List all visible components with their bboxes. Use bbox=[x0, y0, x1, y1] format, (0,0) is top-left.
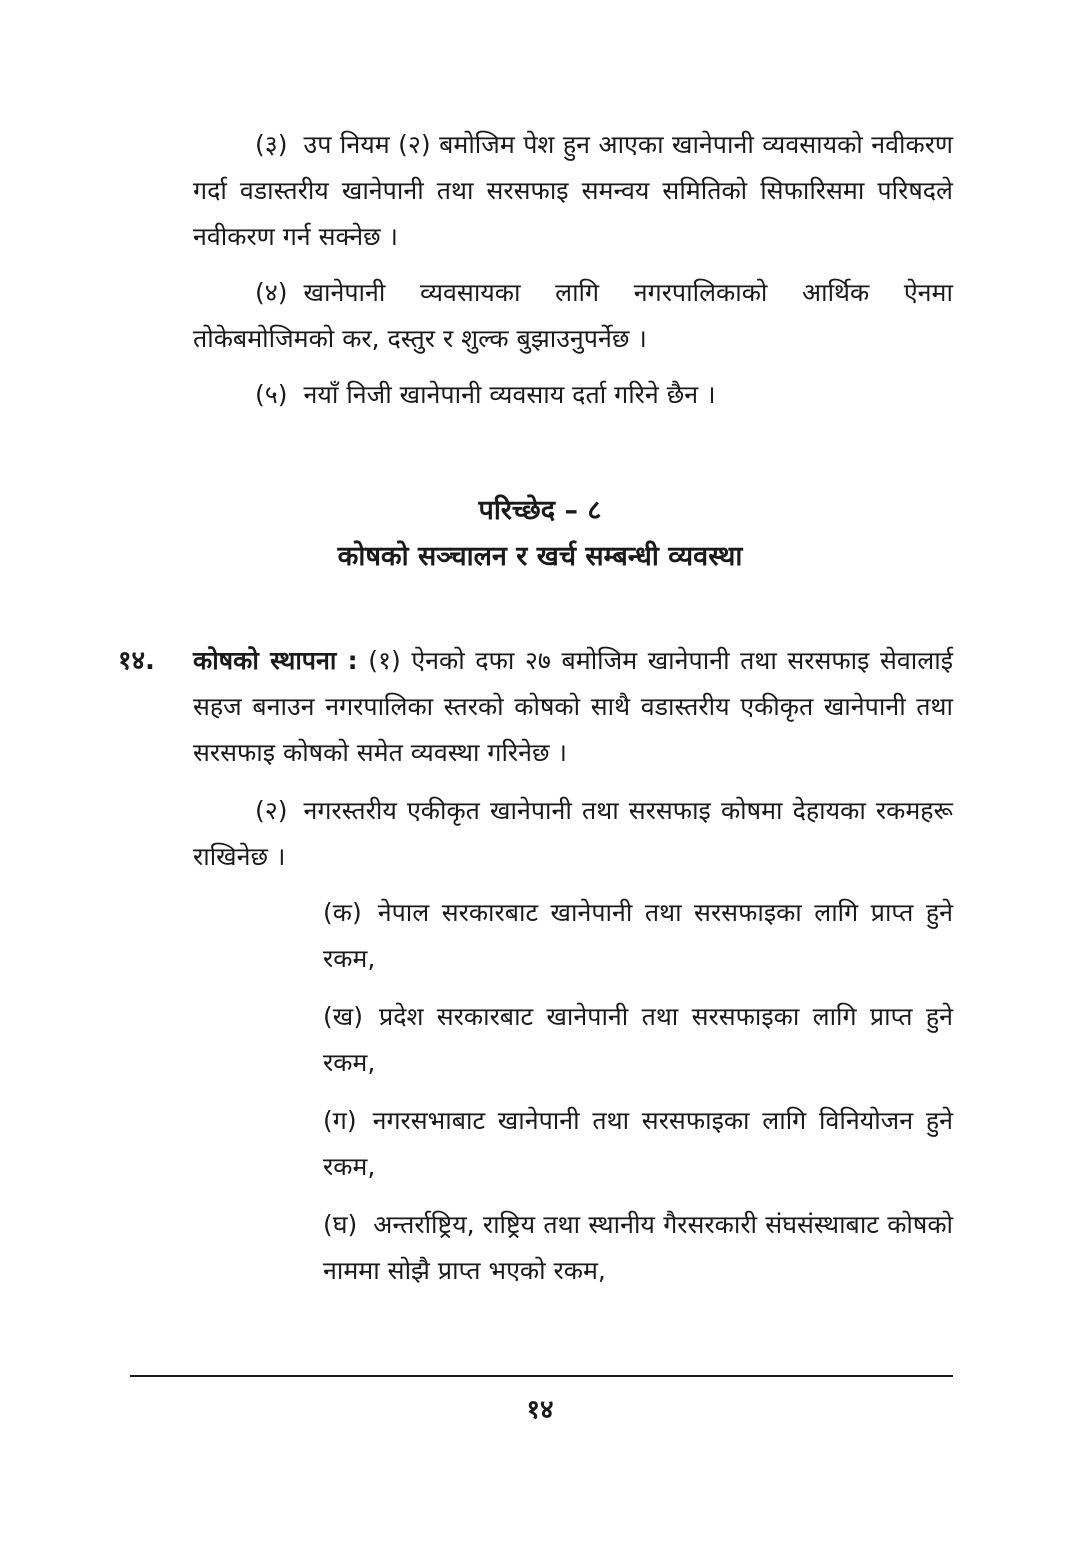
list-item-number: (घ) bbox=[323, 1210, 358, 1239]
list-item-ka bbox=[323, 890, 953, 982]
paragraph-text: उप नियम (२) बमोजिम पेश हुन आएका खानेपानी व्यवसायको नवीकरण गर्दा वडास्तरीय खानेपानी तथा सरसफाइ समन्वय समितिको सिफारिसमा परिषदले नवीकरण गर्न सक्नेछ । bbox=[193, 130, 953, 251]
list-item-number: (ग) bbox=[323, 1106, 357, 1135]
list-item-text: नगरसभाबाट खानेपानी तथा सरसफाइका लागि विनियोजन हुने रकम, bbox=[323, 1106, 953, 1181]
paragraph-text: नगरस्तरीय एकीकृत खानेपानी तथा सरसफाइ कोषमा देहायका रकमहरू राखिनेछ । bbox=[193, 796, 953, 871]
footer-divider bbox=[130, 1375, 953, 1377]
paragraph-3 bbox=[193, 122, 953, 260]
list-item-text: नेपाल सरकारबाट खानेपानी तथा सरसफाइका लागि प्राप्त हुने रकम, bbox=[323, 898, 953, 973]
list-item-gha bbox=[323, 1202, 953, 1294]
section-subsection-2 bbox=[193, 788, 953, 880]
section-number: १४. bbox=[118, 646, 155, 676]
paragraph-number: (५) bbox=[255, 380, 288, 409]
paragraph-text: नयाँ निजी खानेपानी व्यवसाय दर्ता गरिने छैन । bbox=[303, 380, 716, 409]
list-item-text: प्रदेश सरकारबाट खानेपानी तथा सरसफाइका लागि प्राप्त हुने रकम, bbox=[323, 1002, 953, 1077]
paragraph-number: (३) bbox=[255, 130, 288, 159]
list-item-number: (क) bbox=[323, 898, 362, 927]
paragraph-5 bbox=[193, 372, 953, 418]
paragraph-number: (४) bbox=[255, 278, 288, 307]
chapter-number: परिच्छेद – ८ bbox=[478, 495, 602, 526]
list-item-text: अन्तर्राष्ट्रिय, राष्ट्रिय तथा स्थानीय गैरसरकारी संघसंस्थाबाट कोषको नाममा सोझै प्राप्त भएको रकम, bbox=[323, 1210, 953, 1285]
section-subsection-1: (१) ऐनको दफा २७ बमोजिम खानेपानी तथा सरसफाइ सेवालाई सहज बनाउन नगरपालिका स्तरको कोषको साथै वडास्तरीय एकीकृत खानेपानी तथा सरसफाइ कोषको समेत व्यवस्था गरिनेछ । bbox=[193, 646, 953, 767]
section-14 bbox=[118, 638, 953, 776]
page-number: १४ bbox=[526, 1395, 554, 1425]
paragraph-4 bbox=[193, 270, 953, 362]
list-item-ga bbox=[323, 1098, 953, 1190]
section-body bbox=[193, 638, 953, 776]
paragraph-text: खानेपानी व्यवसायका लागि नगरपालिकाको आर्थिक ऐनमा तोकेबमोजिमको कर, दस्तुर र शुल्क बुझाउनुपर्नेछ । bbox=[193, 278, 953, 353]
chapter-title: कोषको सञ्चालन र खर्च सम्बन्धी व्यवस्था bbox=[337, 541, 743, 572]
paragraph-number: (२) bbox=[255, 796, 288, 825]
list-item-number: (ख) bbox=[323, 1002, 363, 1031]
section-title: कोषको स्थापना : bbox=[193, 646, 358, 675]
list-item-kha bbox=[323, 994, 953, 1086]
